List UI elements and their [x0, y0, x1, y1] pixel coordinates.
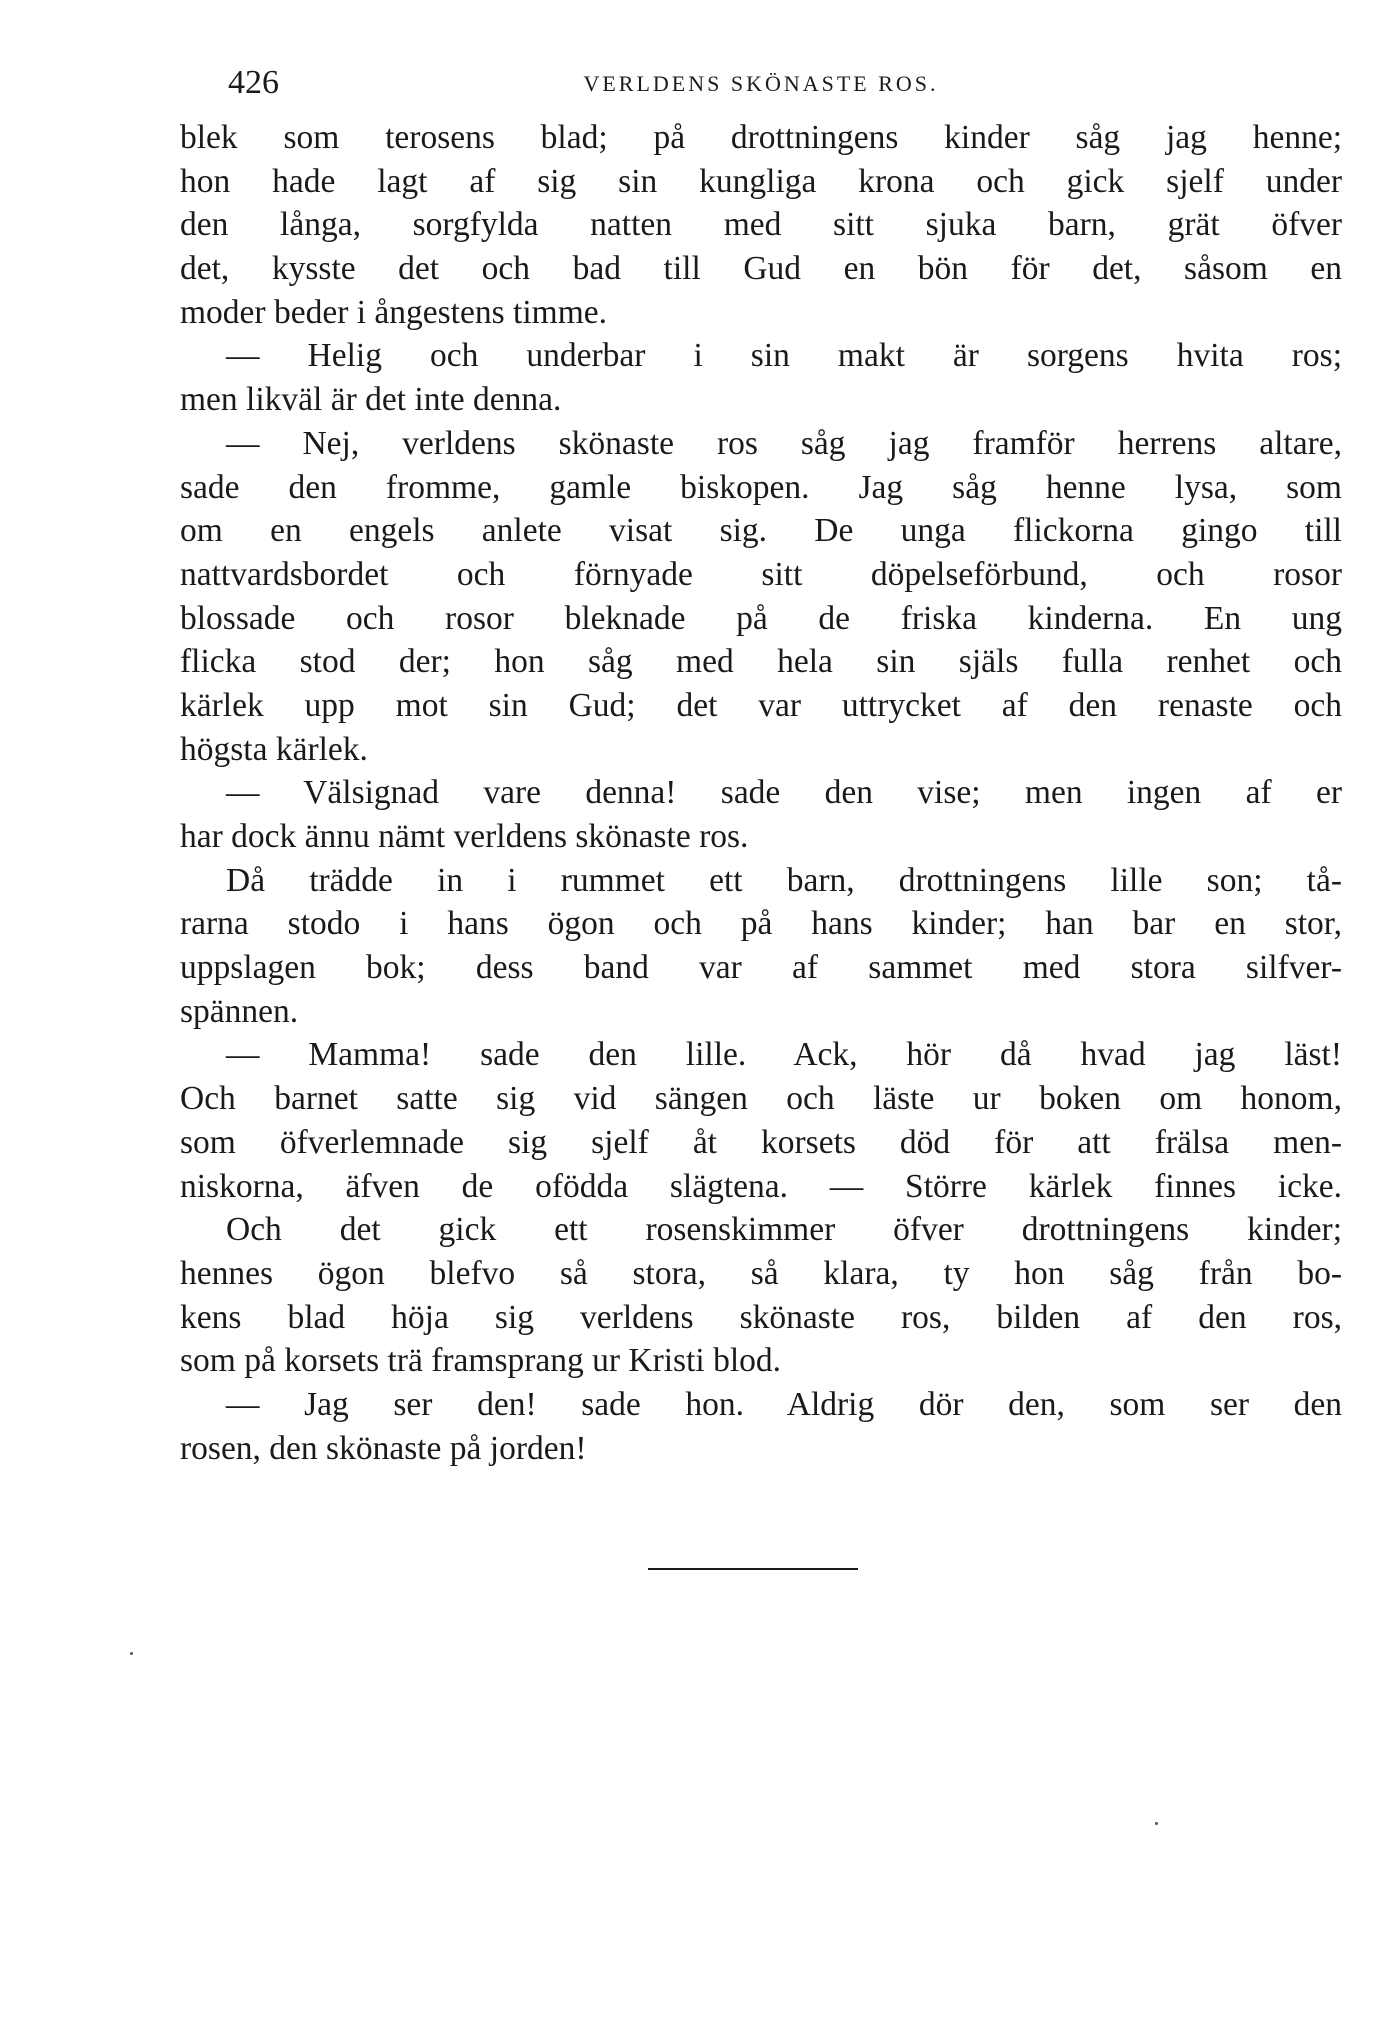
text-line: högsta kärlek. [180, 730, 368, 768]
text-line: — Helig och underbar i sin makt är sorgens hvita ros; [226, 337, 1342, 375]
text-line: kärlek upp mot sin Gud; det var uttrycket af den renaste och [180, 686, 1342, 724]
text-line: Då trädde in i rummet ett barn, drottningens lille son; tå- [226, 861, 1342, 899]
text-line: hon hade lagt af sig sin kungliga krona och gick sjelf under [180, 162, 1342, 200]
text-line: blek som terosens blad; på drottningens kinder såg jag henne; [180, 119, 1342, 156]
text-line: den långa, sorgfylda natten med sitt sjuka barn, grät öfver [180, 206, 1342, 244]
text-line: flicka stod der; hon såg med hela sin själs fulla renhet och [180, 643, 1342, 681]
text-line: har dock ännu nämt verldens skönaste ros. [180, 818, 749, 855]
text-line: om en engels anlete visat sig. De unga flickorna gingo till [180, 512, 1342, 550]
text-line: Och barnet satte sig vid sängen och läste ur boken om honom, [180, 1080, 1342, 1118]
running-head [180, 58, 1342, 108]
text-line: men likväl är det inte denna. [180, 381, 562, 419]
paper-speck [1155, 1822, 1158, 1825]
text-line: — Mamma! sade den lille. Ack, hör då hvad jag läst! [226, 1036, 1342, 1074]
text-line: blossade och rosor bleknade på de friska kinderna. En ung [180, 599, 1342, 637]
text-line: spännen. [180, 992, 299, 1030]
text-line: niskorna, äfven de ofödda slägtena. — Större kärlek finnes icke. [180, 1167, 1342, 1205]
text-line: — Jag ser den! sade hon. Aldrig dör den, som ser den [226, 1385, 1342, 1423]
page-number: 426 [228, 64, 279, 101]
end-rule [648, 1568, 858, 1570]
text-line: kens blad höja sig verldens skönaste ros, bilden af den ros, [180, 1298, 1342, 1336]
body-text [180, 116, 1342, 1470]
text-line: sade den fromme, gamle biskopen. Jag såg henne lysa, som [180, 468, 1342, 506]
paper-speck [130, 1652, 133, 1655]
text-line: — Nej, verldens skönaste ros såg jag framför herrens altare, [226, 424, 1342, 462]
text-line: uppslagen bok; dess band var af sammet med stora silfver- [180, 949, 1342, 987]
text-line: nattvardsbordet och förnyade sitt döpelseförbund, och rosor [180, 555, 1342, 593]
text-line: det, kysste det och bad till Gud en bön för det, såsom en [180, 250, 1342, 288]
text-line: Och det gick ett rosenskimmer öfver drottningens kinder; [226, 1211, 1342, 1249]
text-line: rarna stodo i hans ögon och på hans kinder; han bar en stor, [180, 905, 1342, 943]
text-line: hennes ögon blefvo så stora, så klara, ty hon såg från bo- [180, 1254, 1342, 1292]
running-title: VERLDENS SKÖNASTE ROS. [583, 71, 939, 96]
text-line: rosen, den skönaste på jorden! [180, 1429, 587, 1467]
text-line: moder beder i ångestens timme. [180, 293, 607, 331]
text-line: som öfverlemnade sig sjelf åt korsets död för att frälsa men- [180, 1123, 1342, 1161]
text-line: som på korsets trä framsprang ur Kristi blod. [180, 1342, 782, 1380]
text-line: — Välsignad vare denna! sade den vise; men ingen af er [226, 774, 1342, 812]
